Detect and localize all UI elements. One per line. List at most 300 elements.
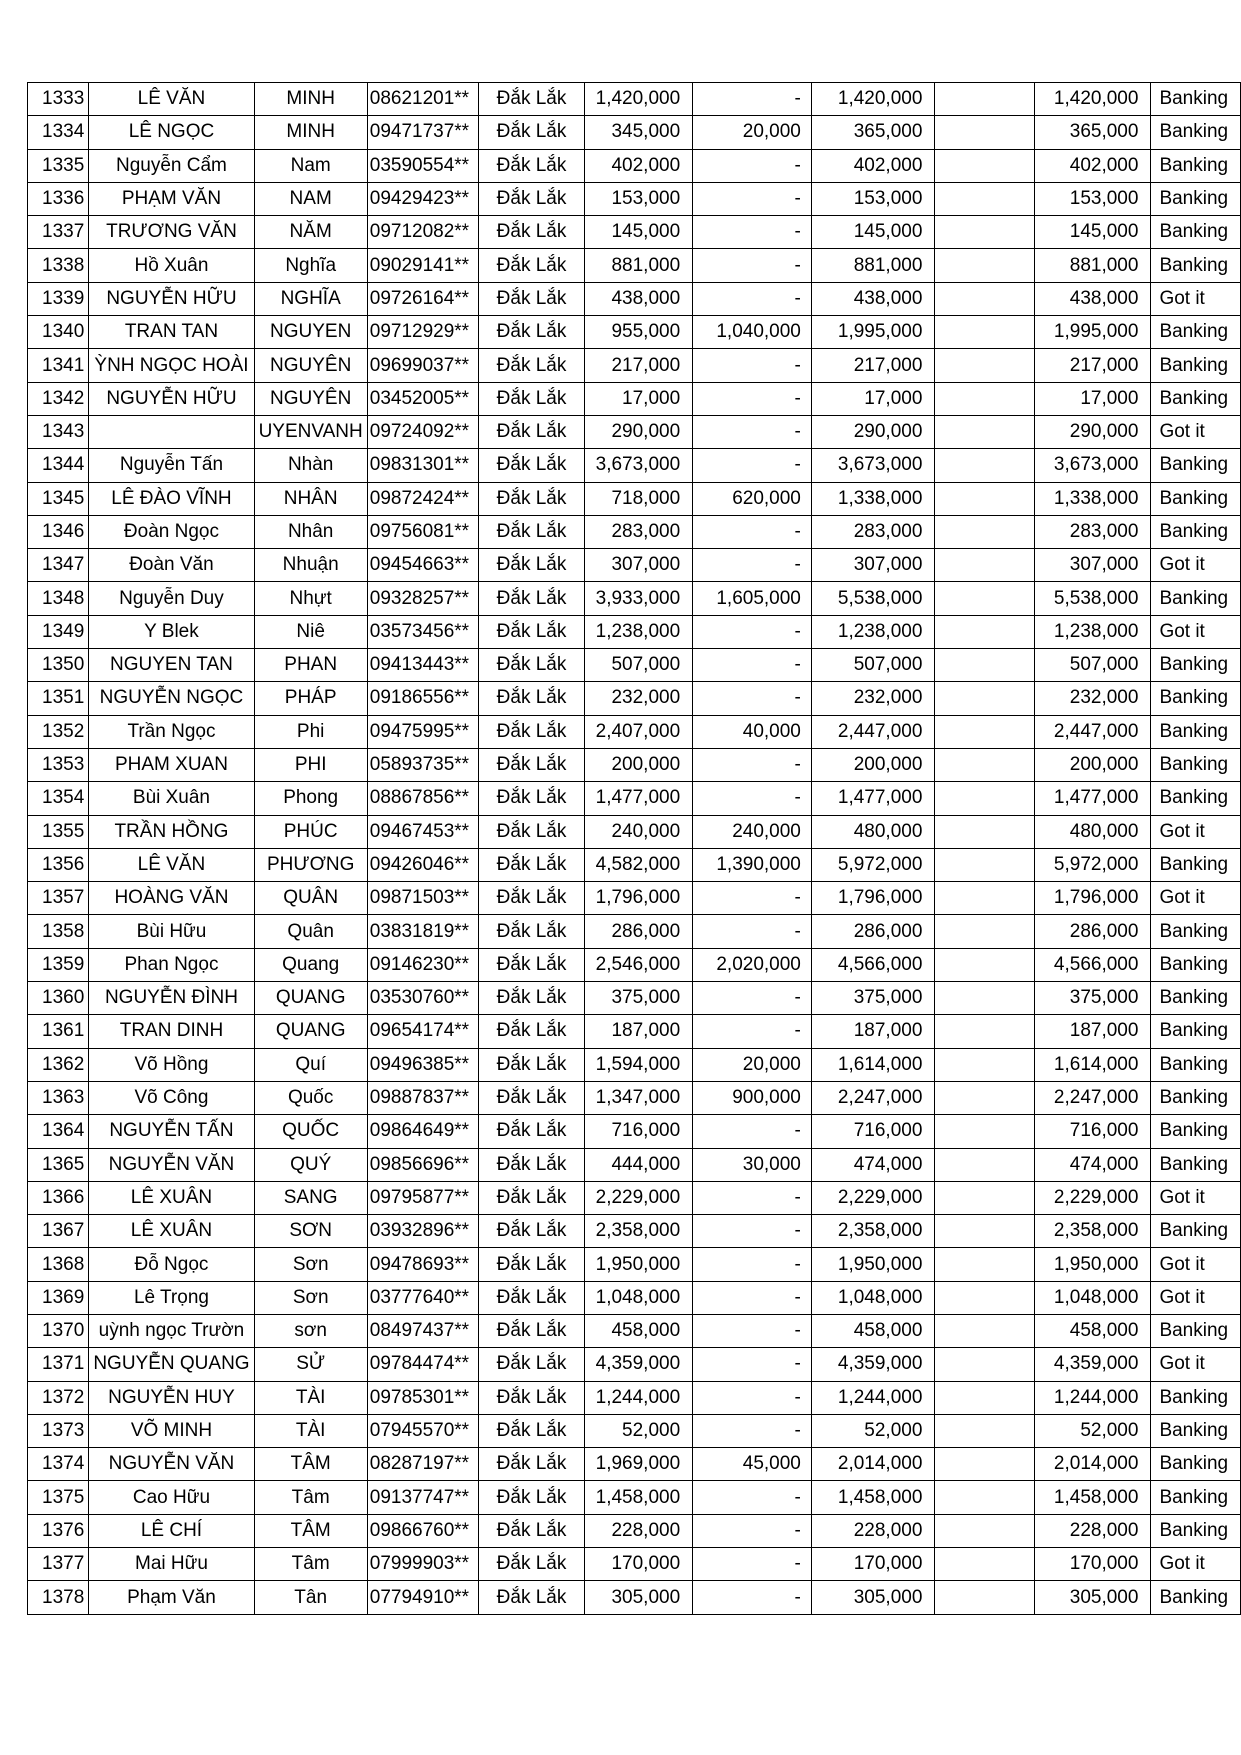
amount: 290,000 xyxy=(584,415,693,448)
row-number: 1378 xyxy=(28,1581,89,1614)
bonus-amount: 20,000 xyxy=(693,1048,812,1081)
first-name: PHÁP xyxy=(254,682,367,715)
total-amount: 881,000 xyxy=(811,249,935,282)
last-middle-name: LÊ CHÍ xyxy=(89,1514,254,1547)
phone-number: 09478693** xyxy=(367,1248,479,1281)
amount: 1,347,000 xyxy=(584,1081,693,1114)
table-row xyxy=(28,282,1241,315)
bonus-amount: - xyxy=(693,1581,812,1614)
bonus-amount: - xyxy=(693,882,812,915)
phone-number: 09029141** xyxy=(367,249,479,282)
last-middle-name: PHẠM VĂN xyxy=(89,182,254,215)
table-row xyxy=(28,882,1241,915)
total-amount: 305,000 xyxy=(811,1581,935,1614)
table-row xyxy=(28,549,1241,582)
bonus-amount: 30,000 xyxy=(693,1148,812,1181)
payment-type: Got it xyxy=(1151,282,1241,315)
final-amount: 200,000 xyxy=(1035,748,1151,781)
last-middle-name: NGUYỄN VĂN xyxy=(89,1448,254,1481)
phone-number: 09475995** xyxy=(367,715,479,748)
last-middle-name: Võ Hồng xyxy=(89,1048,254,1081)
first-name: NGUYÊN xyxy=(254,349,367,382)
final-amount: 290,000 xyxy=(1035,415,1151,448)
total-amount: 2,247,000 xyxy=(811,1081,935,1114)
final-amount: 1,950,000 xyxy=(1035,1248,1151,1281)
first-name: SANG xyxy=(254,1181,367,1214)
total-amount: 1,048,000 xyxy=(811,1281,935,1314)
last-middle-name: Đoàn Ngọc xyxy=(89,515,254,548)
total-amount: 4,566,000 xyxy=(811,948,935,981)
last-middle-name: TRAN DINH xyxy=(89,1015,254,1048)
blank-cell xyxy=(935,948,1035,981)
row-number: 1336 xyxy=(28,182,89,215)
table-row xyxy=(28,1115,1241,1148)
bonus-amount: - xyxy=(693,415,812,448)
total-amount: 438,000 xyxy=(811,282,935,315)
phone-number: 09785301** xyxy=(367,1381,479,1414)
row-number: 1348 xyxy=(28,582,89,615)
payment-type: Banking xyxy=(1151,249,1241,282)
last-middle-name: NGUYỄN HỮU xyxy=(89,282,254,315)
bonus-amount: 1,390,000 xyxy=(693,848,812,881)
first-name: Nhựt xyxy=(254,582,367,615)
final-amount: 881,000 xyxy=(1035,249,1151,282)
row-number: 1358 xyxy=(28,915,89,948)
row-number: 1357 xyxy=(28,882,89,915)
last-middle-name: Phạm Văn xyxy=(89,1581,254,1614)
phone-number: 09712082** xyxy=(367,216,479,249)
last-middle-name: Cao Hữu xyxy=(89,1481,254,1514)
table-row xyxy=(28,1148,1241,1181)
last-middle-name: Phan Ngọc xyxy=(89,948,254,981)
payment-type: Banking xyxy=(1151,349,1241,382)
phone-number: 03573456** xyxy=(367,615,479,648)
first-name: Quí xyxy=(254,1048,367,1081)
bonus-amount: - xyxy=(693,1248,812,1281)
row-number: 1356 xyxy=(28,848,89,881)
table-row xyxy=(28,1015,1241,1048)
table-row xyxy=(28,748,1241,781)
table-row xyxy=(28,848,1241,881)
last-middle-name: Đoàn Văn xyxy=(89,549,254,582)
amount: 4,359,000 xyxy=(584,1348,693,1381)
amount: 1,244,000 xyxy=(584,1381,693,1414)
province: Đắk Lắk xyxy=(479,515,584,548)
phone-number: 09756081** xyxy=(367,515,479,548)
row-number: 1373 xyxy=(28,1414,89,1447)
payment-type: Banking xyxy=(1151,1015,1241,1048)
last-middle-name: Hồ Xuân xyxy=(89,249,254,282)
total-amount: 200,000 xyxy=(811,748,935,781)
phone-number: 09328257** xyxy=(367,582,479,615)
amount: 145,000 xyxy=(584,216,693,249)
blank-cell xyxy=(935,582,1035,615)
payment-type: Banking xyxy=(1151,1081,1241,1114)
phone-number: 09887837** xyxy=(367,1081,479,1114)
phone-number: 03452005** xyxy=(367,382,479,415)
phone-number: 09454663** xyxy=(367,549,479,582)
total-amount: 307,000 xyxy=(811,549,935,582)
table-row xyxy=(28,582,1241,615)
final-amount: 1,338,000 xyxy=(1035,482,1151,515)
province: Đắk Lắk xyxy=(479,449,584,482)
table-row xyxy=(28,649,1241,682)
province: Đắk Lắk xyxy=(479,1448,584,1481)
bonus-amount: - xyxy=(693,449,812,482)
row-number: 1374 xyxy=(28,1448,89,1481)
first-name: QUANG xyxy=(254,982,367,1015)
bonus-amount: - xyxy=(693,982,812,1015)
last-middle-name: VÕ MINH xyxy=(89,1414,254,1447)
amount: 286,000 xyxy=(584,915,693,948)
phone-number: 09186556** xyxy=(367,682,479,715)
final-amount: 305,000 xyxy=(1035,1581,1151,1614)
final-amount: 228,000 xyxy=(1035,1514,1151,1547)
phone-number: 03777640** xyxy=(367,1281,479,1314)
bonus-amount: - xyxy=(693,682,812,715)
final-amount: 153,000 xyxy=(1035,182,1151,215)
blank-cell xyxy=(935,982,1035,1015)
amount: 345,000 xyxy=(584,116,693,149)
province: Đắk Lắk xyxy=(479,1414,584,1447)
row-number: 1369 xyxy=(28,1281,89,1314)
last-middle-name: Đỗ Ngọc xyxy=(89,1248,254,1281)
row-number: 1371 xyxy=(28,1348,89,1381)
table-row xyxy=(28,948,1241,981)
row-number: 1355 xyxy=(28,815,89,848)
payment-type: Banking xyxy=(1151,782,1241,815)
table-row xyxy=(28,915,1241,948)
bonus-amount: - xyxy=(693,149,812,182)
amount: 4,582,000 xyxy=(584,848,693,881)
last-middle-name: Nguyễn Tấn xyxy=(89,449,254,482)
total-amount: 474,000 xyxy=(811,1148,935,1181)
phone-number: 03590554** xyxy=(367,149,479,182)
first-name: Tân xyxy=(254,1581,367,1614)
table-row xyxy=(28,1248,1241,1281)
payment-type: Banking xyxy=(1151,748,1241,781)
row-number: 1342 xyxy=(28,382,89,415)
blank-cell xyxy=(935,715,1035,748)
last-middle-name: uỳnh ngọc Trườn xyxy=(89,1314,254,1347)
table-row xyxy=(28,615,1241,648)
total-amount: 375,000 xyxy=(811,982,935,1015)
amount: 1,796,000 xyxy=(584,882,693,915)
bonus-amount: 45,000 xyxy=(693,1448,812,1481)
last-middle-name: NGUYỄN HUY xyxy=(89,1381,254,1414)
payment-type: Banking xyxy=(1151,1414,1241,1447)
payment-table xyxy=(27,82,1241,1615)
row-number: 1363 xyxy=(28,1081,89,1114)
total-amount: 402,000 xyxy=(811,149,935,182)
amount: 217,000 xyxy=(584,349,693,382)
phone-number: 09654174** xyxy=(367,1015,479,1048)
province: Đắk Lắk xyxy=(479,982,584,1015)
province: Đắk Lắk xyxy=(479,1281,584,1314)
first-name: Quân xyxy=(254,915,367,948)
total-amount: 145,000 xyxy=(811,216,935,249)
blank-cell xyxy=(935,682,1035,715)
total-amount: 1,995,000 xyxy=(811,316,935,349)
payment-type: Banking xyxy=(1151,182,1241,215)
final-amount: 1,244,000 xyxy=(1035,1381,1151,1414)
final-amount: 4,359,000 xyxy=(1035,1348,1151,1381)
amount: 1,950,000 xyxy=(584,1248,693,1281)
final-amount: 1,238,000 xyxy=(1035,615,1151,648)
payment-type: Banking xyxy=(1151,1481,1241,1514)
phone-number: 07794910** xyxy=(367,1581,479,1614)
amount: 305,000 xyxy=(584,1581,693,1614)
province: Đắk Lắk xyxy=(479,615,584,648)
table-row xyxy=(28,1314,1241,1347)
blank-cell xyxy=(935,316,1035,349)
first-name: NĂM xyxy=(254,216,367,249)
first-name: NGHĨA xyxy=(254,282,367,315)
total-amount: 5,972,000 xyxy=(811,848,935,881)
blank-cell xyxy=(935,1481,1035,1514)
total-amount: 2,229,000 xyxy=(811,1181,935,1214)
row-number: 1377 xyxy=(28,1548,89,1581)
last-middle-name: NGUYEN TAN xyxy=(89,649,254,682)
table-row xyxy=(28,682,1241,715)
blank-cell xyxy=(935,382,1035,415)
last-middle-name: Bùi Hữu xyxy=(89,915,254,948)
payment-type: Banking xyxy=(1151,1115,1241,1148)
amount: 170,000 xyxy=(584,1548,693,1581)
payment-type: Got it xyxy=(1151,815,1241,848)
last-middle-name: Trần Ngọc xyxy=(89,715,254,748)
bonus-amount: - xyxy=(693,182,812,215)
province: Đắk Lắk xyxy=(479,848,584,881)
first-name: Nam xyxy=(254,149,367,182)
last-middle-name: LÊ XUÂN xyxy=(89,1181,254,1214)
first-name: QUANG xyxy=(254,1015,367,1048)
payment-type: Got it xyxy=(1151,615,1241,648)
last-middle-name: LÊ VĂN xyxy=(89,83,254,116)
amount: 444,000 xyxy=(584,1148,693,1181)
phone-number: 09429423** xyxy=(367,182,479,215)
phone-number: 09795877** xyxy=(367,1181,479,1214)
first-name: Tâm xyxy=(254,1481,367,1514)
phone-number: 09471737** xyxy=(367,116,479,149)
row-number: 1362 xyxy=(28,1048,89,1081)
table-row xyxy=(28,515,1241,548)
first-name: Quang xyxy=(254,948,367,981)
bonus-amount: - xyxy=(693,1348,812,1381)
final-amount: 2,447,000 xyxy=(1035,715,1151,748)
last-middle-name: LÊ NGỌC xyxy=(89,116,254,149)
payment-type: Banking xyxy=(1151,1581,1241,1614)
total-amount: 1,477,000 xyxy=(811,782,935,815)
phone-number: 07945570** xyxy=(367,1414,479,1447)
province: Đắk Lắk xyxy=(479,1481,584,1514)
last-middle-name: ỲNH NGỌC HOÀI xyxy=(89,349,254,382)
payment-type: Banking xyxy=(1151,1448,1241,1481)
blank-cell xyxy=(935,848,1035,881)
total-amount: 52,000 xyxy=(811,1414,935,1447)
first-name: Niê xyxy=(254,615,367,648)
total-amount: 232,000 xyxy=(811,682,935,715)
province: Đắk Lắk xyxy=(479,1115,584,1148)
row-number: 1375 xyxy=(28,1481,89,1514)
row-number: 1360 xyxy=(28,982,89,1015)
blank-cell xyxy=(935,1081,1035,1114)
phone-number: 09726164** xyxy=(367,282,479,315)
blank-cell xyxy=(935,1514,1035,1547)
total-amount: 5,538,000 xyxy=(811,582,935,615)
province: Đắk Lắk xyxy=(479,882,584,915)
table-row xyxy=(28,482,1241,515)
first-name: Quốc xyxy=(254,1081,367,1114)
province: Đắk Lắk xyxy=(479,782,584,815)
total-amount: 1,244,000 xyxy=(811,1381,935,1414)
blank-cell xyxy=(935,1048,1035,1081)
row-number: 1335 xyxy=(28,149,89,182)
phone-number: 03932896** xyxy=(367,1215,479,1248)
payment-type: Got it xyxy=(1151,1548,1241,1581)
row-number: 1352 xyxy=(28,715,89,748)
phone-number: 09699037** xyxy=(367,349,479,382)
row-number: 1337 xyxy=(28,216,89,249)
bonus-amount: - xyxy=(693,1281,812,1314)
row-number: 1344 xyxy=(28,449,89,482)
total-amount: 170,000 xyxy=(811,1548,935,1581)
row-number: 1353 xyxy=(28,748,89,781)
phone-number: 07999903** xyxy=(367,1548,479,1581)
amount: 17,000 xyxy=(584,382,693,415)
last-middle-name: Võ Công xyxy=(89,1081,254,1114)
first-name: TÀI xyxy=(254,1381,367,1414)
blank-cell xyxy=(935,1248,1035,1281)
first-name: Nhuận xyxy=(254,549,367,582)
payment-type: Banking xyxy=(1151,83,1241,116)
phone-number: 09496385** xyxy=(367,1048,479,1081)
row-number: 1339 xyxy=(28,282,89,315)
row-number: 1343 xyxy=(28,415,89,448)
amount: 1,238,000 xyxy=(584,615,693,648)
province: Đắk Lắk xyxy=(479,1148,584,1181)
province: Đắk Lắk xyxy=(479,482,584,515)
last-middle-name: Nguyễn Cẩm xyxy=(89,149,254,182)
bonus-amount: - xyxy=(693,382,812,415)
blank-cell xyxy=(935,449,1035,482)
province: Đắk Lắk xyxy=(479,249,584,282)
province: Đắk Lắk xyxy=(479,1181,584,1214)
bonus-amount: - xyxy=(693,549,812,582)
bonus-amount: - xyxy=(693,915,812,948)
last-middle-name: TRƯƠNG VĂN xyxy=(89,216,254,249)
table-row xyxy=(28,1048,1241,1081)
province: Đắk Lắk xyxy=(479,382,584,415)
payment-type: Got it xyxy=(1151,1181,1241,1214)
row-number: 1376 xyxy=(28,1514,89,1547)
phone-number: 09871503** xyxy=(367,882,479,915)
first-name: SƠN xyxy=(254,1215,367,1248)
province: Đắk Lắk xyxy=(479,149,584,182)
payment-type: Got it xyxy=(1151,415,1241,448)
total-amount: 4,359,000 xyxy=(811,1348,935,1381)
payment-type: Banking xyxy=(1151,915,1241,948)
first-name: QUỐC xyxy=(254,1115,367,1148)
bonus-amount: - xyxy=(693,1414,812,1447)
first-name: PHƯƠNG xyxy=(254,848,367,881)
table-row xyxy=(28,1215,1241,1248)
bonus-amount: - xyxy=(693,1514,812,1547)
amount: 240,000 xyxy=(584,815,693,848)
total-amount: 716,000 xyxy=(811,1115,935,1148)
province: Đắk Lắk xyxy=(479,415,584,448)
amount: 2,229,000 xyxy=(584,1181,693,1214)
payment-type: Banking xyxy=(1151,682,1241,715)
total-amount: 283,000 xyxy=(811,515,935,548)
total-amount: 1,950,000 xyxy=(811,1248,935,1281)
province: Đắk Lắk xyxy=(479,582,584,615)
last-middle-name: LÊ VĂN xyxy=(89,848,254,881)
province: Đắk Lắk xyxy=(479,748,584,781)
blank-cell xyxy=(935,882,1035,915)
table-row xyxy=(28,1281,1241,1314)
phone-number: 09784474** xyxy=(367,1348,479,1381)
phone-number: 08287197** xyxy=(367,1448,479,1481)
total-amount: 217,000 xyxy=(811,349,935,382)
first-name: UYENVANH xyxy=(254,415,367,448)
first-name: TÀI xyxy=(254,1414,367,1447)
first-name: MINH xyxy=(254,83,367,116)
total-amount: 290,000 xyxy=(811,415,935,448)
amount: 187,000 xyxy=(584,1015,693,1048)
table-row xyxy=(28,1448,1241,1481)
table-row xyxy=(28,982,1241,1015)
bonus-amount: 1,040,000 xyxy=(693,316,812,349)
last-middle-name: NGUYỄN QUANG xyxy=(89,1348,254,1381)
final-amount: 458,000 xyxy=(1035,1314,1151,1347)
final-amount: 1,614,000 xyxy=(1035,1048,1151,1081)
bonus-amount: - xyxy=(693,1481,812,1514)
table-row xyxy=(28,349,1241,382)
row-number: 1338 xyxy=(28,249,89,282)
payment-type: Banking xyxy=(1151,582,1241,615)
amount: 2,546,000 xyxy=(584,948,693,981)
first-name: TÂM xyxy=(254,1514,367,1547)
first-name: PHÚC xyxy=(254,815,367,848)
first-name: Nghĩa xyxy=(254,249,367,282)
blank-cell xyxy=(935,748,1035,781)
blank-cell xyxy=(935,815,1035,848)
bonus-amount: - xyxy=(693,83,812,116)
first-name: NGUYÊN xyxy=(254,382,367,415)
blank-cell xyxy=(935,349,1035,382)
bonus-amount: - xyxy=(693,1314,812,1347)
blank-cell xyxy=(935,515,1035,548)
province: Đắk Lắk xyxy=(479,715,584,748)
province: Đắk Lắk xyxy=(479,1514,584,1547)
row-number: 1368 xyxy=(28,1248,89,1281)
final-amount: 1,048,000 xyxy=(1035,1281,1151,1314)
phone-number: 03831819** xyxy=(367,915,479,948)
first-name: PHI xyxy=(254,748,367,781)
amount: 1,420,000 xyxy=(584,83,693,116)
amount: 716,000 xyxy=(584,1115,693,1148)
final-amount: 474,000 xyxy=(1035,1148,1151,1181)
amount: 718,000 xyxy=(584,482,693,515)
final-amount: 307,000 xyxy=(1035,549,1151,582)
amount: 458,000 xyxy=(584,1314,693,1347)
payment-type: Banking xyxy=(1151,149,1241,182)
row-number: 1345 xyxy=(28,482,89,515)
payment-type: Banking xyxy=(1151,1514,1241,1547)
last-middle-name: TRẦN HỒNG xyxy=(89,815,254,848)
row-number: 1372 xyxy=(28,1381,89,1414)
